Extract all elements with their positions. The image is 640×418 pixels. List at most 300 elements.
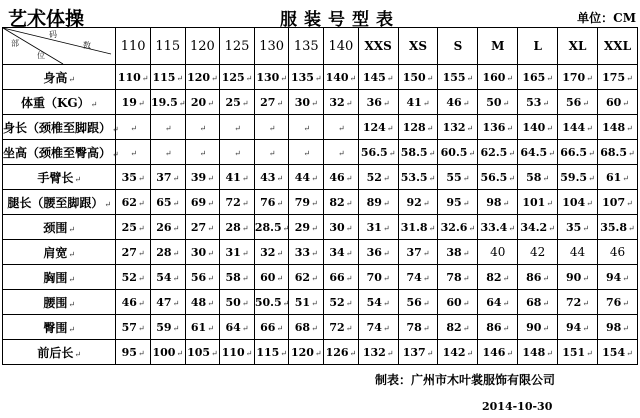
size-cell [597, 340, 637, 365]
cell-value: 44 [569, 245, 586, 259]
cell-value: 57 [121, 320, 137, 334]
size-cell [254, 215, 289, 240]
return-mark: ↵ [626, 198, 633, 208]
return-mark: ↵ [241, 198, 249, 208]
return-mark: ↵ [276, 273, 284, 283]
page-header [0, 0, 640, 28]
size-cell [597, 265, 637, 290]
cell-value: 155 [442, 70, 466, 84]
return-mark: ↵ [382, 173, 390, 183]
cell-value: 33.4 [480, 220, 508, 234]
size-cell [398, 240, 438, 265]
return-mark: ↵ [345, 223, 353, 233]
cell-value: 27 [260, 95, 276, 109]
cell-value: 98 [605, 320, 622, 334]
cell-value: 86 [486, 320, 502, 334]
row-label-text: 身长（颈椎至脚跟） [3, 120, 112, 135]
return-mark: ↵ [314, 73, 322, 83]
table-row [3, 165, 638, 190]
size-cell [220, 90, 255, 115]
size-cell [324, 240, 359, 265]
row-label-text: 手臂长 [37, 170, 74, 185]
return-mark: ↵ [176, 348, 184, 358]
return-mark: ↵ [546, 73, 553, 83]
row-label [3, 115, 119, 140]
cell-value: 64.5 [520, 145, 548, 159]
size-cell [438, 165, 478, 190]
size-cell [518, 315, 558, 340]
cell-value: 59.5 [560, 170, 588, 184]
cell-value: 68 [526, 295, 542, 309]
size-cell [220, 290, 255, 315]
size-cell [324, 65, 359, 90]
cell-value: 30 [329, 220, 345, 234]
return-mark: ↵ [282, 298, 290, 308]
size-cell [558, 240, 598, 265]
cell-value: 148 [522, 345, 546, 359]
return-mark: ↵ [462, 273, 470, 283]
size-cell [558, 340, 598, 365]
size-cell [518, 215, 558, 240]
column-header: XS [398, 28, 438, 65]
cell-value: 70 [366, 270, 382, 284]
size-cell [558, 215, 598, 240]
size-cell [597, 290, 637, 315]
table-row [3, 190, 638, 215]
return-mark: ↵ [626, 73, 633, 83]
size-cell [220, 215, 255, 240]
cell-value: 130 [256, 70, 280, 84]
return-mark: ↵ [542, 173, 550, 183]
cell-value: 82 [486, 270, 502, 284]
return-mark: ↵ [207, 323, 214, 333]
column-header: 140 [324, 28, 359, 65]
cell-value: 142 [442, 345, 466, 359]
return-mark: ↵ [422, 298, 430, 308]
cell-value: 115 [152, 70, 176, 84]
return-mark: ↵ [338, 123, 345, 133]
size-cell [518, 240, 558, 265]
size-cell [438, 115, 478, 140]
row-label [3, 340, 116, 365]
table-row [3, 65, 638, 90]
cell-value: 170 [562, 70, 586, 84]
return-mark: ↵ [112, 149, 119, 159]
return-mark: ↵ [345, 298, 353, 308]
row-label [3, 315, 116, 340]
return-mark: ↵ [68, 324, 76, 334]
return-mark: ↵ [462, 173, 470, 183]
size-cell [116, 65, 151, 90]
cell-value: 32.6 [440, 220, 468, 234]
cell-value: 62 [121, 195, 137, 209]
return-mark: ↵ [426, 73, 434, 83]
size-cell [518, 115, 558, 140]
return-mark: ↵ [311, 248, 318, 258]
row-label-text: 前后长 [37, 345, 74, 360]
page-title: 服装号型表 [280, 10, 400, 30]
return-mark: ↵ [172, 223, 180, 233]
cell-value: 56 [566, 95, 582, 109]
size-chart-table [2, 27, 638, 365]
column-header: 115 [150, 28, 185, 65]
return-mark: ↵ [506, 73, 514, 83]
size-cell [324, 340, 359, 365]
maker-note: 制表：广州市木叶裳服饰有限公司 [375, 373, 556, 387]
cell-value: 105 [187, 345, 211, 359]
size-cell [220, 165, 255, 190]
return-mark: ↵ [622, 273, 629, 283]
return-mark: ↵ [68, 249, 76, 259]
return-mark: ↵ [466, 348, 474, 358]
size-cell [185, 340, 220, 365]
size-cell [254, 190, 289, 215]
return-mark: ↵ [386, 348, 394, 358]
return-mark: ↵ [508, 148, 516, 158]
size-cell [398, 265, 438, 290]
return-mark: ↵ [137, 223, 145, 233]
cell-value: 19 [121, 95, 137, 109]
cell-value: 140 [325, 70, 349, 84]
cell-value: 110 [221, 345, 245, 359]
size-cell [289, 290, 324, 315]
size-cell [478, 140, 518, 165]
return-mark: ↵ [506, 123, 514, 133]
return-mark: ↵ [508, 173, 516, 183]
return-mark: ↵ [68, 274, 76, 284]
size-cell [116, 90, 151, 115]
cell-value: 55 [446, 170, 462, 184]
size-cell [478, 265, 518, 290]
size-cell [518, 140, 558, 165]
return-mark: ↵ [428, 223, 436, 233]
column-header: S [438, 28, 478, 65]
cell-value: 37 [156, 170, 172, 184]
size-cell [220, 315, 255, 340]
row-label-text: 体重（KG） [20, 95, 90, 110]
return-mark: ↵ [68, 74, 76, 84]
size-cell [289, 115, 324, 140]
return-mark: ↵ [628, 148, 635, 158]
size-cell [438, 90, 478, 115]
cell-value: 58.5 [400, 145, 428, 159]
cell-value: 151 [562, 345, 586, 359]
return-mark: ↵ [546, 123, 553, 133]
size-cell [116, 340, 151, 365]
cell-value: 40 [490, 245, 506, 259]
size-cell [478, 165, 518, 190]
return-mark: ↵ [311, 323, 318, 333]
cell-value: 58 [526, 170, 542, 184]
size-cell [438, 290, 478, 315]
column-header: 125 [220, 28, 255, 65]
column-header: 120 [185, 28, 220, 65]
cell-value: 72 [566, 295, 582, 309]
cell-value: 94 [566, 320, 582, 334]
size-cell [185, 190, 220, 215]
return-mark: ↵ [207, 98, 214, 108]
return-mark: ↵ [582, 323, 590, 333]
cell-value: 110 [117, 70, 141, 84]
size-cell [597, 215, 637, 240]
return-mark: ↵ [586, 123, 593, 133]
return-mark: ↵ [130, 123, 137, 133]
return-mark: ↵ [276, 248, 284, 258]
size-cell [478, 240, 518, 265]
cell-value: 54 [366, 295, 382, 309]
cell-value: 41 [406, 95, 422, 109]
return-mark: ↵ [338, 148, 345, 158]
size-cell [324, 215, 359, 240]
return-mark: ↵ [241, 223, 249, 233]
return-mark: ↵ [90, 99, 98, 109]
size-cell [478, 215, 518, 240]
return-mark: ↵ [622, 298, 629, 308]
size-cell [597, 65, 637, 90]
cell-value: 60 [605, 95, 622, 109]
cell-value: 54 [156, 270, 172, 284]
size-cell [438, 315, 478, 340]
cell-value: 50 [486, 95, 502, 109]
row-label-text: 腿长（腰至脚跟） [7, 195, 104, 210]
cell-value: 52 [329, 295, 345, 309]
size-cell [324, 115, 359, 140]
size-cell [289, 90, 324, 115]
size-cell [220, 240, 255, 265]
return-mark: ↵ [542, 98, 550, 108]
return-mark: ↵ [241, 298, 249, 308]
return-mark: ↵ [506, 348, 514, 358]
size-cell [558, 265, 598, 290]
size-cell [558, 90, 598, 115]
size-cell [518, 165, 558, 190]
size-cell [150, 290, 185, 315]
cell-value: 65 [156, 195, 172, 209]
sport-title: 艺术体操 [8, 8, 85, 30]
size-cell [185, 65, 220, 90]
return-mark: ↵ [164, 123, 172, 133]
row-label [3, 90, 116, 115]
size-cell [398, 340, 438, 365]
return-mark: ↵ [276, 173, 284, 183]
row-label-text: 胸围 [43, 270, 68, 285]
cell-value: 28 [225, 220, 241, 234]
size-cell [254, 340, 289, 365]
return-mark: ↵ [422, 323, 430, 333]
size-cell [150, 340, 185, 365]
size-cell [518, 340, 558, 365]
size-cell [597, 240, 637, 265]
return-mark: ↵ [382, 298, 390, 308]
return-mark: ↵ [588, 148, 595, 158]
size-cell [220, 340, 255, 365]
corner-label-bottom: 位 [37, 51, 45, 60]
cell-value: 56 [190, 270, 207, 284]
return-mark: ↵ [468, 223, 476, 233]
size-cell [518, 265, 558, 290]
cell-value: 52 [121, 270, 137, 284]
cell-value: 64 [225, 320, 241, 334]
size-cell [597, 140, 637, 165]
cell-value: 79 [294, 195, 311, 209]
size-cell [116, 290, 151, 315]
size-cell [597, 90, 637, 115]
size-cell [518, 65, 558, 90]
size-cell [398, 140, 438, 165]
cell-value: 28 [156, 245, 172, 259]
return-mark: ↵ [282, 223, 290, 233]
return-mark: ↵ [582, 273, 590, 283]
size-cell [150, 215, 185, 240]
size-cell [289, 340, 324, 365]
cell-value: 56.5 [360, 145, 388, 159]
return-mark: ↵ [462, 248, 470, 258]
return-mark: ↵ [466, 73, 474, 83]
cell-value: 145 [362, 70, 386, 84]
size-cell [150, 140, 185, 165]
return-mark: ↵ [546, 348, 553, 358]
cell-value: 60 [446, 295, 462, 309]
return-mark: ↵ [172, 173, 180, 183]
size-cell [597, 115, 637, 140]
size-cell [558, 65, 598, 90]
return-mark: ↵ [137, 348, 145, 358]
table-row [3, 90, 638, 115]
column-header: 135 [289, 28, 324, 65]
size-cell [324, 165, 359, 190]
return-mark: ↵ [502, 298, 510, 308]
return-mark: ↵ [462, 198, 470, 208]
return-mark: ↵ [241, 173, 249, 183]
size-cell [254, 115, 289, 140]
return-mark: ↵ [280, 73, 287, 83]
cell-value: 31.8 [400, 220, 428, 234]
size-cell [438, 65, 478, 90]
size-cell [438, 340, 478, 365]
cell-value: 50 [225, 295, 241, 309]
size-cell [150, 90, 185, 115]
return-mark: ↵ [234, 148, 241, 158]
return-mark: ↵ [141, 73, 149, 83]
row-label-text: 肩宽 [43, 245, 68, 260]
size-cell [116, 140, 151, 165]
cell-value: 35.8 [600, 220, 628, 234]
return-mark: ↵ [502, 198, 510, 208]
table-row [3, 290, 638, 315]
header-row [3, 28, 638, 65]
cell-value: 34.2 [520, 220, 548, 234]
size-cell [558, 115, 598, 140]
size-cell [518, 290, 558, 315]
cell-value: 125 [221, 70, 245, 84]
cell-value: 76 [260, 195, 276, 209]
size-cell [358, 215, 398, 240]
return-mark: ↵ [68, 224, 76, 234]
cell-value: 30 [294, 95, 311, 109]
return-mark: ↵ [112, 124, 119, 134]
cell-value: 56.5 [480, 170, 508, 184]
size-cell [518, 90, 558, 115]
cell-value: 140 [522, 120, 546, 134]
size-cell [289, 165, 324, 190]
size-cell [597, 165, 637, 190]
cell-value: 36 [366, 95, 382, 109]
return-mark: ↵ [548, 148, 555, 158]
return-mark: ↵ [546, 198, 553, 208]
return-mark: ↵ [622, 323, 629, 333]
size-cell [398, 215, 438, 240]
table-row [3, 265, 638, 290]
cell-value: 95 [446, 195, 462, 209]
cell-value: 124 [362, 120, 386, 134]
size-cell [220, 265, 255, 290]
size-cell [398, 115, 438, 140]
return-mark: ↵ [502, 273, 510, 283]
return-mark: ↵ [428, 173, 436, 183]
table-row [3, 115, 638, 140]
return-mark: ↵ [74, 174, 82, 184]
column-header: 130 [254, 28, 289, 65]
return-mark: ↵ [276, 198, 284, 208]
return-mark: ↵ [388, 148, 396, 158]
return-mark: ↵ [207, 248, 214, 258]
size-cell [324, 290, 359, 315]
return-mark: ↵ [311, 173, 318, 183]
return-mark: ↵ [172, 273, 180, 283]
return-mark: ↵ [176, 73, 184, 83]
return-mark: ↵ [207, 298, 214, 308]
return-mark: ↵ [241, 273, 249, 283]
table-row [3, 340, 638, 365]
cell-value: 25 [225, 95, 241, 109]
size-cell [324, 190, 359, 215]
cell-value: 132 [442, 120, 466, 134]
cell-value: 31 [225, 245, 241, 259]
return-mark: ↵ [582, 223, 590, 233]
size-cell [558, 190, 598, 215]
size-cell [398, 165, 438, 190]
return-mark: ↵ [241, 98, 249, 108]
cell-value: 66.5 [560, 145, 588, 159]
return-mark: ↵ [502, 98, 510, 108]
return-mark: ↵ [542, 298, 550, 308]
return-mark: ↵ [172, 198, 180, 208]
cell-value: 36 [366, 245, 382, 259]
return-mark: ↵ [542, 323, 550, 333]
row-label [3, 65, 116, 90]
size-cell [220, 65, 255, 90]
size-cell [254, 65, 289, 90]
return-mark: ↵ [382, 223, 390, 233]
return-mark: ↵ [462, 298, 470, 308]
cell-value: 59 [156, 320, 172, 334]
return-mark: ↵ [211, 348, 218, 358]
size-cell [116, 215, 151, 240]
size-cell [398, 315, 438, 340]
size-cell [185, 90, 220, 115]
row-label-text: 腰围 [43, 295, 68, 310]
cell-value: 32 [329, 95, 345, 109]
size-cell [478, 315, 518, 340]
cell-value: 160 [482, 70, 506, 84]
cell-value: 35 [566, 220, 582, 234]
cell-value: 150 [402, 70, 426, 84]
cell-value: 38 [446, 245, 462, 259]
return-mark: ↵ [428, 148, 436, 158]
return-mark: ↵ [137, 273, 145, 283]
cell-value: 98 [486, 195, 502, 209]
return-mark: ↵ [622, 173, 629, 183]
